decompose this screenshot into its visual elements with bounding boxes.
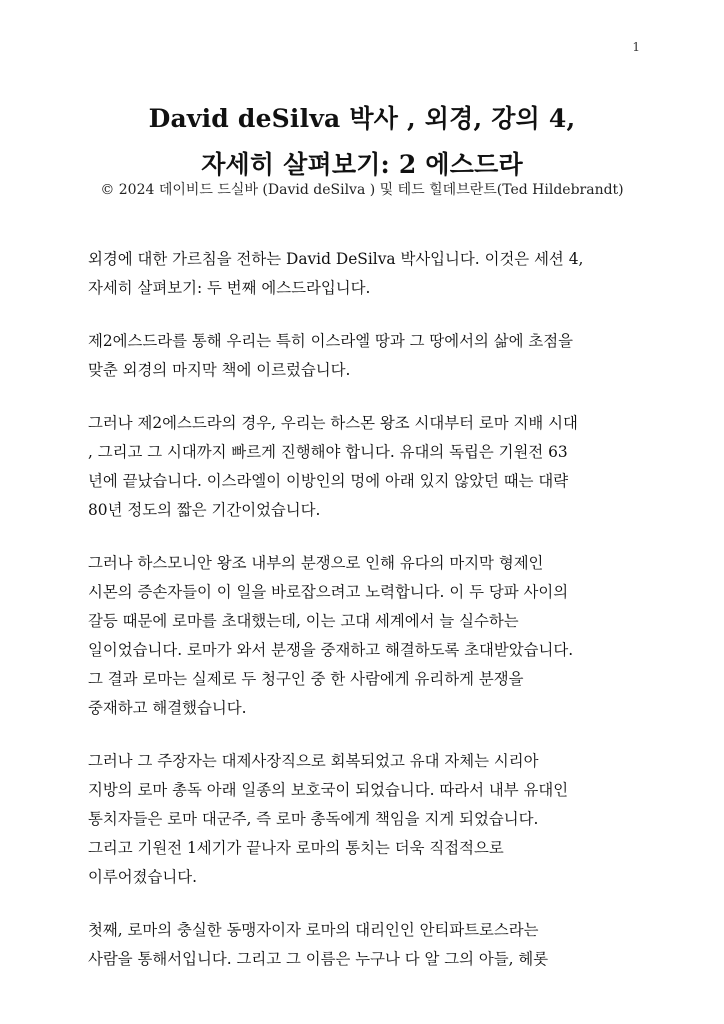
paragraph-line: , 그리고 그 시대까지 빠르게 진행해야 합니다. 유대의 독립은 기원전 63 bbox=[88, 443, 568, 461]
paragraph-line: 중재하고 해결했습니다. bbox=[88, 699, 247, 717]
paragraph-line: 자세히 살펴보기: 두 번째 에스드라입니다. bbox=[88, 279, 371, 297]
paragraph-line: 맞춘 외경의 마지막 책에 이르렀습니다. bbox=[88, 361, 351, 379]
paragraph-line: 그러나 제2에스드라의 경우, 우리는 하스몬 왕조 시대부터 로마 지배 시대 bbox=[88, 414, 578, 432]
paragraph-line: 그 결과 로마는 실제로 두 청구인 중 한 사람에게 유리하게 분쟁을 bbox=[88, 670, 524, 688]
title-line-2: 자세히 살펴보기: 2 에스드라 bbox=[201, 150, 523, 179]
paragraph-line: 년에 끝났습니다. 이스라엘이 이방인의 멍에 아래 있지 않았던 때는 대략 bbox=[88, 472, 569, 490]
paragraph-1 bbox=[88, 245, 648, 303]
paragraph-line: 갈등 때문에 로마를 초대했는데, 이는 고대 세계에서 늘 실수하는 bbox=[88, 612, 519, 630]
paragraph-line: 일이었습니다. 로마가 와서 분쟁을 중재하고 해결하도록 초대받았습니다. bbox=[88, 641, 574, 659]
document-title bbox=[60, 96, 664, 188]
paragraph-line: 통치자들은 로마 대군주, 즉 로마 총독에게 책임을 지게 되었습니다. bbox=[88, 810, 539, 828]
paragraph-line: 그러나 그 주장자는 대제사장직으로 회복되었고 유대 자체는 시리아 bbox=[88, 752, 539, 770]
document-body bbox=[88, 245, 648, 998]
paragraph-line: 사람을 통해서입니다. 그리고 그 이름은 누구나 다 알 그의 아들, 헤롯 bbox=[88, 950, 549, 968]
paragraph-4 bbox=[88, 549, 648, 723]
paragraph-line: 첫째, 로마의 충실한 동맹자이자 로마의 대리인인 안티파트로스라는 bbox=[88, 921, 539, 939]
paragraph-line: 80년 정도의 짧은 기간이었습니다. bbox=[88, 501, 321, 519]
paragraph-line: 지방의 로마 총독 아래 일종의 보호국이 되었습니다. 따라서 내부 유대인 bbox=[88, 781, 569, 799]
copyright-notice: © 2024 데이비드 드실바 (David deSilva ) 및 테드 힐데브란트(Ted Hildebrandt) bbox=[100, 182, 624, 198]
paragraph-line: 그러나 하스모니안 왕조 내부의 분쟁으로 인해 유다의 마지막 형제인 bbox=[88, 554, 544, 572]
paragraph-2 bbox=[88, 327, 648, 385]
page-number: 1 bbox=[632, 40, 640, 54]
paragraph-line: 그리고 기원전 1세기가 끝나자 로마의 통치는 더욱 직접적으로 bbox=[88, 839, 504, 857]
paragraph-6 bbox=[88, 916, 648, 974]
paragraph-line: 시몬의 증손자들이 이 일을 바로잡으려고 노력합니다. 이 두 당파 사이의 bbox=[88, 583, 569, 601]
paragraph-line: 제2에스드라를 통해 우리는 특히 이스라엘 땅과 그 땅에서의 삶에 초점을 bbox=[88, 332, 573, 350]
paragraph-5 bbox=[88, 747, 648, 892]
paragraph-line: 외경에 대한 가르침을 전하는 David DeSilva 박사입니다. 이것은 세션 4, bbox=[88, 250, 584, 268]
title-line-1: David deSilva 박사 , 외경, 강의 4, bbox=[148, 104, 576, 133]
paragraph-3 bbox=[88, 409, 648, 525]
paragraph-line: 이루어졌습니다. bbox=[88, 868, 197, 886]
